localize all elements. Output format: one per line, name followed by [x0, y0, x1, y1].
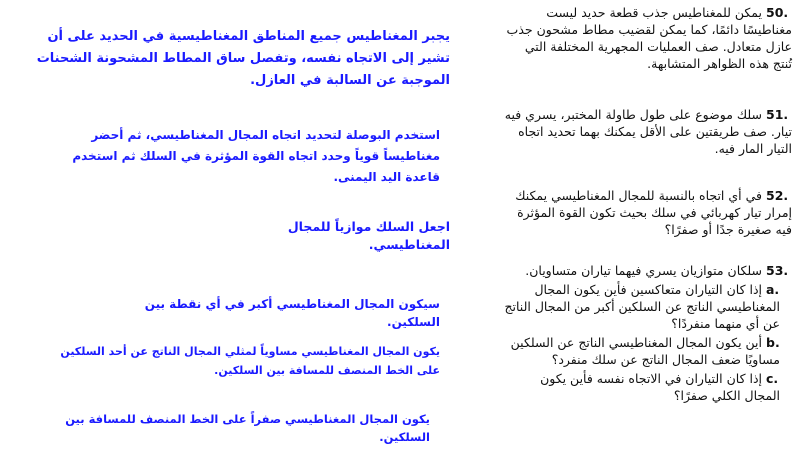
- part-text: إذا كان التياران في الاتجاه نفسه فأين يكون المجال الكلي صفرًا؟: [540, 371, 780, 403]
- question-number: 50.: [766, 5, 789, 20]
- question-part-c: [502, 370, 780, 404]
- part-letter: b.: [766, 335, 780, 350]
- question-number: 53.: [766, 263, 789, 278]
- answer-51: استخدم البوصلة لتحديد اتجاه المجال المغناطيسي، ثم أحضر مغناطيساً قوياً وحدد اتجاه القوة المؤثرة في السلك ثم استخدم قاعدة اليد اليمنى.: [72, 128, 440, 184]
- question-text: يمكن للمغناطيس جذب قطعة حديد ليست مغناطيسًا دائمًا، كما يمكن لقضيب مطاط مشحون جذب عازل متعادل. صف العمليات المجهرية المختلفة التي تُنتج هذه الظواهر المتشابهة.: [506, 5, 792, 71]
- question-50: [502, 4, 792, 72]
- question-51: [502, 106, 792, 157]
- question-part-a: [502, 281, 780, 332]
- question-text: سلك موضوع على طول طاولة المختبر، يسري فيه تيار. صف طريقتين على الأقل يمكنك بهما تحديد اتجاه التيار المار فيه.: [504, 107, 792, 156]
- answer-50: يجبر المغناطيس جميع المناطق المغناطيسية في الحديد على أن تشير إلى الاتجاه نفسه، وتفصل ساق المطاط المشحونة الشحنات الموجبة عن السالبة في العازل.: [36, 29, 450, 88]
- question-part-b: [502, 334, 780, 368]
- question-text: في أي اتجاه بالنسبة للمجال المغناطيسي يمكنك إمرار تيار كهربائي في سلك بحيث تكون القوة المؤثرة فيه صغيرة جدًا أو صفرًا؟: [515, 188, 792, 237]
- part-letter: c.: [766, 371, 779, 386]
- question-number: 51.: [766, 107, 789, 122]
- question-number: 52.: [766, 188, 789, 203]
- question-text: سلكان متوازيان يسري فيهما تياران متساويان.: [525, 263, 763, 278]
- part-text: أين يكون المجال المغناطيسي الناتج عن السلكين مساويًا ضعف المجال الناتج عن سلك منفرد؟: [510, 335, 780, 367]
- answer-53a: سيكون المجال المغناطيسي أكبر في أي نقطة بين السلكين.: [144, 297, 440, 329]
- answer-53b: يكون المجال المغناطيسي مساوياً لمثلي المجال الناتج عن أحد السلكين على الخط المنصف للمسافة بين السلكين.: [60, 345, 440, 377]
- answer-53c: يكون المجال المغناطيسي صفراً على الخط المنصف للمسافة بين السلكين.: [65, 412, 430, 444]
- question-53: [502, 262, 792, 404]
- part-text: إذا كان التياران متعاكسين فأين يكون المجال المغناطيسي الناتج عن السلكين أكبر من المجال الناتج عن أي منهما منفردًا؟: [504, 282, 780, 331]
- part-letter: a.: [766, 282, 780, 297]
- question-52: [502, 187, 792, 238]
- answer-52: اجعل السلك موازياً للمجال المغناطيسي.: [287, 219, 450, 252]
